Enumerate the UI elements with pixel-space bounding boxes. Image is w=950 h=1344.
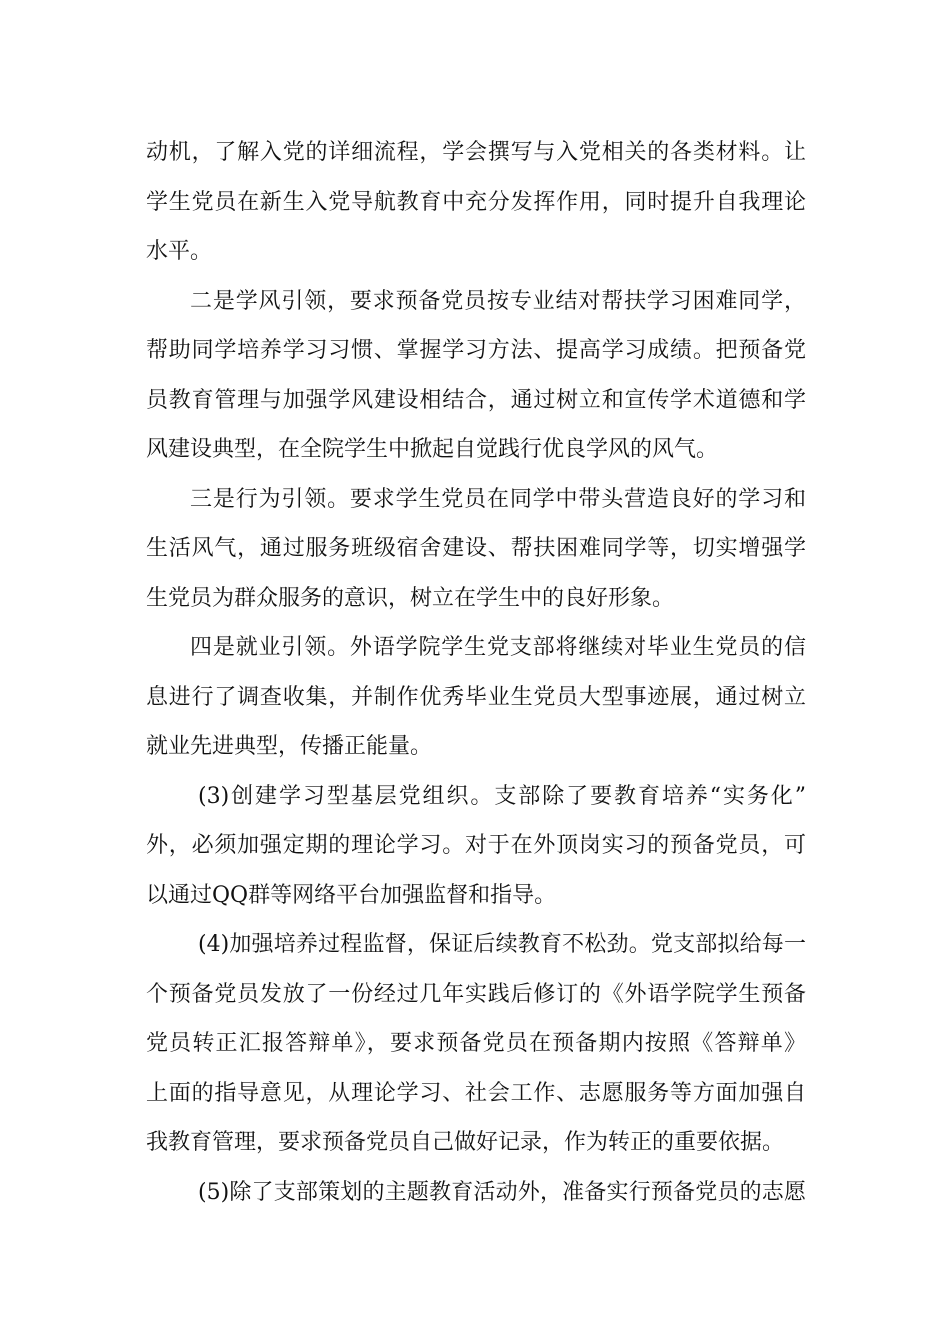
document-body [146, 131, 806, 1220]
text-line: 风建设典型，在全院学生中掀起自觉践行优良学风的风气。 [146, 437, 719, 462]
text-line: 员教育管理与加强学风建设相结合，通过树立和宣传学术道德和学 [146, 387, 806, 413]
text-line: (4)加强培养过程监督，保证后续教育不松劲。党支部拟给每一 [198, 932, 806, 957]
text-line: 以通过QQ群等网络平台加强监督和指导。 [146, 882, 557, 908]
text-line: 外，必须加强定期的理论学习。对于在外顶岗实习的预备党员，可 [146, 833, 806, 858]
text-line: 水平。 [146, 239, 213, 264]
text-line: 息进行了调查收集，并制作优秀毕业生党员大型事迹展，通过树立 [146, 684, 806, 710]
text-line: 生党员为群众服务的意识，树立在学生中的良好形象。 [146, 585, 675, 611]
text-line: 学生党员在新生入党导航教育中充分发挥作用，同时提升自我理论 [146, 189, 806, 215]
text-line: 上面的指导意见，从理论学习、社会工作、志愿服务等方面加强自 [146, 1080, 806, 1106]
text-line: 就业先进典型，传播正能量。 [146, 734, 433, 759]
text-line: 党员转正汇报答辩单》，要求预备党员在预备期内按照《答辩单》 [146, 1031, 806, 1056]
text-line: 我教育管理，要求预备党员自己做好记录，作为转正的重要依据。 [146, 1130, 785, 1155]
text-line: (5)除了支部策划的主题教育活动外，准备实行预备党员的志愿 [198, 1179, 806, 1205]
text-line: 四是就业引领。外语学院学生党支部将继续对毕业生党员的信 [190, 635, 806, 660]
text-line: 帮助同学培养学习习惯、掌握学习方法、提高学习成绩。把预备党 [146, 338, 806, 363]
text-line: 三是行为引领。要求学生党员在同学中带头营造良好的学习和 [190, 486, 806, 512]
text-line: 动机，了解入党的详细流程，学会撰写与入党相关的各类材料。让 [146, 140, 806, 165]
text-line: 生活风气，通过服务班级宿舍建设、帮扶困难同学等，切实增强学 [146, 536, 806, 561]
text-line: (3)创建学习型基层党组织。支部除了要教育培养“实务化” [198, 783, 806, 809]
text-line: 个预备党员发放了一份经过几年实践后修订的《外语学院学生预备 [146, 981, 806, 1007]
text-line: 二是学风引领，要求预备党员按专业结对帮扶学习困难同学， [190, 288, 806, 314]
